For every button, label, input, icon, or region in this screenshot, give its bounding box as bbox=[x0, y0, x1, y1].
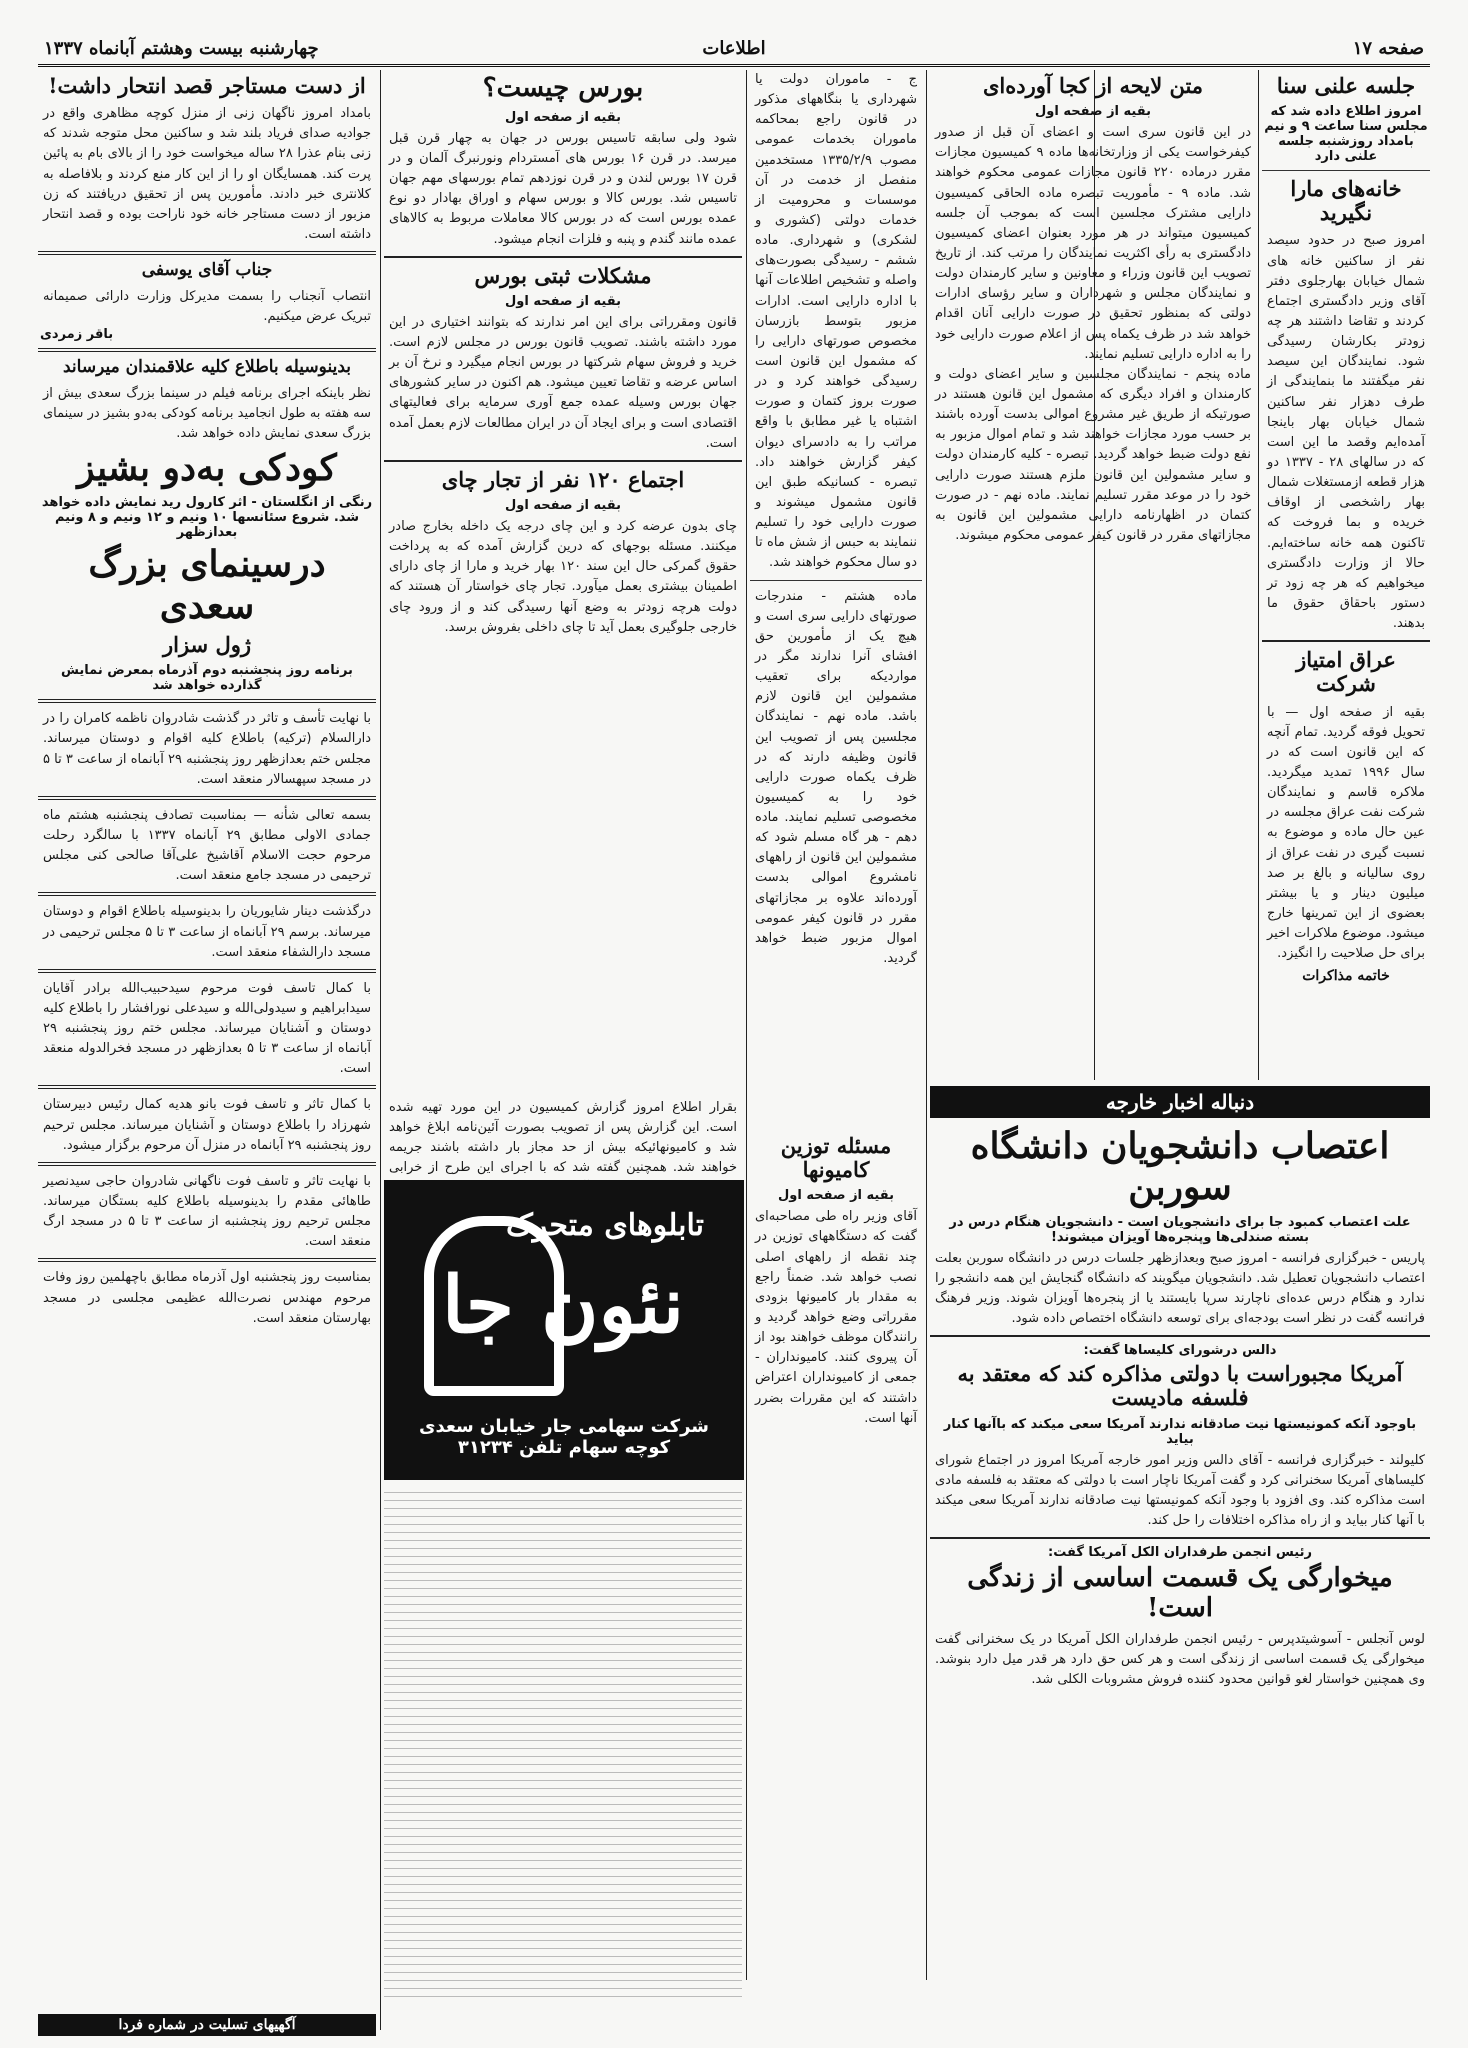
cinema-ad-venue: درسینمای بزرگ سعدی bbox=[88, 543, 326, 627]
column-4 bbox=[384, 70, 742, 1100]
column-2 bbox=[930, 70, 1256, 1070]
column-rule bbox=[1258, 70, 1259, 1080]
headline: اجتماع ۱۲۰ نفر از تجار چای bbox=[441, 466, 685, 492]
obituary-text: با نهایت تأسف و تاثر در گذشت شادروان ناظمه کامران را در دارالسلام (ترکیه) باطلاع کلیه اقوام و دوستان میرساند. مجلس ختم بعدازظهر روز پنجشنبه ۲۹ آبانماه از ساعت ۳ تا ۵ در مسجد سپهسالار منعقد است. bbox=[43, 711, 371, 787]
column-trucks-intro bbox=[384, 1098, 742, 1176]
article-text: آقای وزیر راه طی مصاحبه‌ای گفت که دستگاههای توزین در چند نقطه از راههای اصلی نصب خواهد شد. ضمناً راجع به مقدار بار کامیونها بزودی مقرراتی وضع خواهد گردید و رانندگان موظف خواهند بود از آن پیروی کنند. کامیونداران - جمعی از کامیونداران اعتراض داشتند که این مقررات بضرر آنها است. bbox=[755, 1209, 917, 1426]
divider bbox=[38, 699, 376, 703]
notice-footer-banner: آگهیهای تسلیت در شماره فردا bbox=[38, 2014, 376, 2036]
headline: اعتصاب دانشجویان دانشگاه سوربن bbox=[970, 1125, 1390, 1209]
ad-tagline: تابلوهای متحرک bbox=[505, 1208, 704, 1243]
headline: خانه‌های مارا نگیرید bbox=[1290, 176, 1402, 226]
subheadline: بقیه از صفحه اول bbox=[505, 109, 621, 125]
subheadline: بقیه از صفحه اول bbox=[505, 498, 621, 513]
column-lower-center bbox=[384, 1492, 742, 2012]
divider bbox=[38, 969, 376, 973]
notice-text: انتصاب آنجناب را بسمت مدیرکل وزارت دارائی صمیمانه تبریک عرض میکنیم. bbox=[43, 288, 371, 324]
obituary-text: درگذشت دینار شایوریان را بدینوسیله باطلاع اقوام و دوستان میرساند. برسم ۲۹ آبانماه از ساعت ۳ تا ۵ مجلس ترحیمی در مسجد دارالشفاء منعقد است. bbox=[43, 904, 371, 960]
cinema-ad-next-film: ژول سزار bbox=[162, 632, 251, 658]
page-header bbox=[38, 36, 1430, 67]
kicker: دالس درشورای کلیساها گفت: bbox=[1083, 1343, 1277, 1359]
foreign-news-banner: دنباله اخبار خارجه bbox=[930, 1086, 1430, 1118]
column-rule bbox=[746, 70, 747, 1980]
obituary-text: با نهایت تاثر و تاسف فوت ناگهانی شادروان حاجی سیدنصیر طاهائی مقدم را بدینوسیله باطلاع کلیه بستگان میرساند. مجلس ترحیم روز پنجشنبه از ساعت ۳ تا ۵ در مسجد ارگ منعقد است. bbox=[43, 1173, 372, 1250]
cinema-ad-footer: برنامه روز پنجشنبه دوم آذرماه بمعرض نمایش گذارده خواهد شد bbox=[61, 663, 353, 694]
divider bbox=[930, 1335, 1430, 1337]
obituary-text: بسمه تعالی شأنه — بمناسبت تصادف پنجشنبه هشتم ماه جمادی الاولی مطابق ۲۹ آبانماه ۱۳۳۷ با سالگرد رحلت مرحوم حجت الاسلام آقاشیخ علی‌آقا صالحی کنی مجلس ترحیمی در مسجد جامع منعقد است. bbox=[43, 807, 371, 884]
headline: جلسه علنی سنا bbox=[1276, 73, 1416, 98]
headline: بورس چیست؟ bbox=[482, 73, 644, 103]
column-rule bbox=[926, 70, 927, 1980]
column-5 bbox=[38, 70, 376, 2028]
divider bbox=[930, 1537, 1430, 1539]
column-rule bbox=[380, 70, 381, 2030]
subheadline: بقیه از صفحه اول bbox=[1035, 104, 1151, 120]
divider bbox=[750, 580, 922, 581]
subheadline: علت اعتصاب کمبود جا برای دانشجویان است - دانشجویان هنگام درس در بسته صندلی‌ها وپنجره‌ها آویزان میشوند! bbox=[949, 1214, 1411, 1245]
headline: مشکلات ثبتی بورس bbox=[474, 262, 652, 288]
divider bbox=[38, 251, 376, 255]
divider bbox=[38, 892, 376, 896]
article-text: ماده پنجم - نمایندگان مجلسین و سایر اعضای دولت و کارمندان و افراد دیگری که مشمول این قانون هستند در صورتیکه از طریق غیر مشروع اموالی بدست آورده باشند بر حسب مورد مجازات خواهند شد و تمام اموال مزبور به نفع دولت ضبط خواهد گردید. تبصره - کلیه کارمندان دولت و سایر مشمولین این قانون ملزم هستند صورت دارایی خود را در موعد مقرر تسلیم نمایند. ماده نهم - در صورت کتمان در اظهارنامه دارایی مشمولین این قانون به مجازاتهای مقرر در قانون کیفر عمومی محکوم میشوند. bbox=[935, 366, 1251, 543]
headline: آمریکا مجبوراست با دولتی مذاکره کند که معتقد به فلسفه مادیست bbox=[957, 1361, 1403, 1411]
divider bbox=[38, 1258, 376, 1262]
article-text: ماده هشتم - مندرجات صورتهای دارایی سری است و هیچ یک از مأمورین حق افشای آنرا ندارند مگر در مواردیکه برای تعقیب مشمولین این قانون لازم باشد. ماده نهم - نمایندگان مجلسین پس از تصویب این قانون وظیفه دارند که در ظرف یکماه صورت دارایی خود را به کمیسیون مخصوصی تسلیم نمایند. ماده دهم - هر گاه مسلم شود که مشمولین این قانون از راههای نامشروع اموالی بدست آورده‌اند علاوه بر مجازاتهای مقرر در قانون کیفر عمومی اموال مزبور ضبط خواهد گردید. bbox=[755, 588, 917, 967]
headline: مسئله توزین کامیونها bbox=[780, 1133, 892, 1183]
page-number: صفحه ۱۷ bbox=[1352, 38, 1424, 59]
notice-title: جناب آقای یوسفی bbox=[141, 260, 273, 281]
column-1 bbox=[1262, 70, 1430, 1070]
column-3 bbox=[750, 70, 922, 1070]
cinema-ad-title: کودکی به‌دو بشیز bbox=[77, 446, 337, 489]
cinema-ad-details: رنگی از انگلستان - اثر کارول رید نمایش داده خواهد شد. شروع سئانسها ۱۰ ونیم و ۱۲ ونیم و ۸ ونیم بعدازظهر bbox=[41, 495, 373, 541]
article-text: شود ولی سابقه تاسیس بورس در جهان به چهار قرن قبل میرسد. در قرن ۱۶ بورس های آمستردام ونورنبرگ آلمان و در قرن ۱۷ بورس لندن و در قرن نوزدهم تمام بورسهای مهم جهان تاسیس شد. بورس کالا و بورس سهام و اوراق بهادار دو نوع عمده بورس است که در بورس کالا معاملات مربوط به کالاهای عمده مانند گندم و پنبه و فلزات انجام میشود. bbox=[389, 130, 738, 247]
notice-title: بدینوسیله باطلاع کلیه علاقمندان میرساند bbox=[63, 356, 351, 377]
ad-brand: نئون جا bbox=[442, 1260, 684, 1351]
article-text: لوس آنجلس - آسوشیتدپرس - رئیس انجمن طرفداران الکل آمریکا در یک سخنرانی گفت میخوارگی یک قسمت اساسی از زندگی است و هر کس حق دارد هر قدر میل دارد بنوشد. وی همچنین خواستار لغو قوانین محدود کننده فروش مشروبات الکلی شد. bbox=[935, 1631, 1425, 1688]
column-trucks bbox=[750, 1130, 922, 2010]
article-text: ج - ماموران دولت یا شهرداری یا بنگاههای مذکور در قانون راجع بمحاکمه ماموران بخدمات عمومی مصوب ۱۳۳۵/۲/۹ مستخدمین منفصل از خدمت در آن موسسات و محرومیت از خدمات دولتی (کشوری و لشکری) و شهرداری. ماده ششم - رسیدگی بصورت‌های واصله و تشخیص اطلاعات آنها با اداره دارایی است. ادارات مزبور بتوسط بازرسان مخصوص صورتهای دارایی را که مشمول این قانون است رسیدگی خواهند کرد و در صورت بروز کتمان و صورت اشتباه یا غیر مطابق با واقع مراتب را به دادسرای دیوان کیفر گزارش خواهند داد. تبصره - کسانیکه طبق این قانون مشمول میشوند و صورت دارایی خود را تسلیم ننمایند به حبس از شش ماه تا دو سال محکوم خواهند شد. bbox=[755, 72, 917, 571]
subheadline: باوجود آنکه کمونیستها نیت صادقانه ندارند آمریکا سعی میکند که باآنها کنار بیاید bbox=[943, 1416, 1417, 1447]
subheadline: بقیه از صفحه اول bbox=[505, 293, 621, 309]
article-text: بقیه از صفحه اول — با تحویل فوقه گردید. تمام آنچه که این قانون است که در سال ۱۹۹۶ تمدید میگردید. ملاکره قاسم و نمایندگان شرکت نفت عراق مجلسه در عین حال ماده و موضوع به نسبت گیری در نفت عراق از روی سالیانه و بالغ بر صد میلیون دینار و یا بیشتر بعضوی از این تمرینها خارج میشود. موضوع ملاکرات اخیر برای حل صلاحیت را انگیزد. bbox=[1267, 704, 1425, 962]
divider bbox=[1262, 640, 1430, 642]
subheadline: امروز اطلاع داده شد که مجلس سنا ساعت ۹ و نیم بامداد روزشنبه جلسه علنی دارد bbox=[1264, 104, 1428, 165]
obituary-text: بمناسبت روز پنجشنبه اول آذرماه مطابق باچهلمین روز وفات مرحوم مهندس نصرت‌الله عظیمی مجلسی در مسجد بهارستان منعقد است. bbox=[43, 1270, 371, 1326]
divider bbox=[38, 796, 376, 800]
divider bbox=[38, 1162, 376, 1166]
article-text: چای بدون عرضه کرد و این چای درجه یک داخله بخارج صادر میکنند. مسئله بوجهای که درین گزارش آمده که به پرداخت حقوق گمرکی حال این سند ۱۲۰ بهار خرید و مارا از چای دارای اطمینان بیشتری بعمل میآورد. تجار چای خواستار آن هستند که دولت هرچه زودتر به وضع آنها رسیدگی کند و از ورود چای خارجی جلوگیری بعمل آید تا چای داخلی بفروش برسد. bbox=[389, 519, 738, 635]
headline: متن لایحه از کجا آورده‌ای bbox=[982, 73, 1204, 98]
notice-signature: باقر زمردی bbox=[40, 326, 114, 342]
obituary-text: با کمال تاسف فوت مرحوم سیدحبیب‌الله برادر آقایان سیدابراهیم و سیدولی‌الله و سیدعلی نورافشار را باطلاع کلیه دوستان و آشنایان میرساند. مجلس ختم روز پنجشنبه ۲۹ آبانماه از ساعت ۳ تا ۵ بعدازظهر در مسجد فخرالدوله منعقد است. bbox=[43, 980, 372, 1077]
headline: عراق امتیاز شرکت bbox=[1296, 647, 1396, 697]
article-text: پاریس - خبرگزاری فرانسه - امروز صبح وبعدازظهر جلسات درس در دانشگاه سوربن بعلت اعتصاب دانشجویان تعطیل شد. دانشجویان میگویند که دانشگاه گنجایش این همه دانشجو را ندارد و هنگام درس عده‌ای ناچارند سرپا بایستند یا از پنجره‌ها آویزان شوند. وزیر فرهنگ فرانسه گفت در نظر است بودجه‌ای برای توسعه دانشگاه اختصاص داده شود. bbox=[935, 1250, 1425, 1327]
paper-name: اطلاعات bbox=[702, 38, 766, 59]
subheadline: بقیه از صفحه اول bbox=[778, 1188, 894, 1204]
divider bbox=[38, 1085, 376, 1089]
obituary-text: با کمال تاثر و تاسف فوت بانو هدیه کمال رئیس دبیرستان شهرزاد را باطلاع دوستان و آشنایان میرساند. مجلس ترحیم روز پنجشنبه ۲۹ آبانماه در منزل آن مرحوم برگزار میشود. bbox=[43, 1097, 371, 1153]
headline: از دست مستاجر قصد انتحار داشت! bbox=[48, 73, 366, 98]
ad-address: شرکت سهامی جار خیابان سعدی کوچه سهام تلفن ۳۱۲۳۴ bbox=[419, 1416, 709, 1458]
foreign-news bbox=[930, 1122, 1430, 2012]
article-text: بقرار اطلاع امروز گزارش کمیسیون در این مورد تهیه شده است. این گزارش پس از تصویب بصورت آئین‌نامه ابلاغ خواهد شد و کامیونهائیکه بیش از حد مجاز بار داشته باشند جریمه خواهند شد. همچنین گفته شد که با اجرای این طرح از خرابی bbox=[389, 1100, 737, 1176]
article-text: در این قانون سری است و اعضای آن قبل از صدور کیفرخواست یکی از وزارتخانه‌ها ماده ۹ کمیسیون مجازات مقرر درماده ۲۲۰ قانون مجازات عمومی محکوم خواهند شد. ماده ۹ - مأموریت تبصره ماده الحاقی کمیسیون دارایی مشترک مجلسین است که بموجب آن جلسه کمیسیون میتواند در هر مورد بعنوان اعضای کمیسیون دادگستری به رأی اکثریت نمایندگان را مرتب کند. از تاریخ تصویب این قانون وزراء و معاونین و سایر کارمندان دولت و نمایندگان مجلس و شهرداران و سایر رؤسای ادارات دولتی که بمنظور تحقیق در صورت دارایی آنان اقدام خواهد شد در ظرف یکماه پس از اعلام صورت دارایی خود را به اداره دارایی تسلیم نمایند. bbox=[935, 125, 1251, 362]
divider bbox=[1262, 170, 1430, 171]
headline: میخوارگی یک قسمت اساسی از زندگی است! bbox=[967, 1563, 1393, 1624]
notice-text: نظر باینکه اجرای برنامه فیلم در سینما بزرگ سعدی بیش از سه هفته به طول انجامید برنامه کودکی به‌دو بشیز در سینمای بزرگ سعدی نمایش داده خواهد شد. bbox=[43, 385, 371, 441]
neon-signs-ad bbox=[384, 1180, 744, 1480]
divider bbox=[384, 256, 742, 258]
divider bbox=[38, 348, 376, 352]
kicker: رئیس انجمن طرفداران الکل آمریکا گفت: bbox=[1048, 1545, 1312, 1561]
continued-text-block bbox=[384, 1492, 742, 2004]
issue-date: چهارشنبه بیست وهشتم آبانماه ۱۳۳۷ bbox=[44, 38, 319, 59]
headline: خاتمه مذاکرات bbox=[1302, 968, 1390, 985]
article-text: کلیولند - خبرگزاری فرانسه - آقای دالس وزیر امور خارجه آمریکا امروز در اجتماع شورای کلیساهای آمریکا سخنرانی کرد و گفت آمریکا ناچار است با دولتی که معتقد به فلسفه مادی است مذاکره کند. وی افزود با وجود آنکه کمونیستها نیت صادقانه ندارند آمریکا سعی میکند با آنها کنار بیاید و از راه مذاکره اختلافات را حل کند. bbox=[935, 1452, 1425, 1529]
divider bbox=[384, 460, 742, 462]
article-text: امروز صبح در حدود سیصد نفر از ساکنین خانه های شمال خیابان بهارجلوی دفتر آقای وزیر دادگستری اجتماع کردند و تقاضا داشتند هر چه زودتر بکارشان رسیدگی شود. نمایندگان این سیصد نفر میگفتند ما بنمایندگی از طرف دهزار نفر ساکنین شمال خیابان بهار باینجا آمده‌ایم وقصد ما این است که در سالهای ۲۸ - ۱۳۳۷ دو هزار قطعه ازمستغلات شمال بهار راشخصی از اوقاف خریده و بما فروخت که تاکنون همه خانه ساخته‌ایم. حالا از وزارت دادگستری میخواهیم که هر چه زود تر دستور باحقاق حقوق ما بدهند. bbox=[1267, 233, 1425, 632]
article-text: بامداد امروز ناگهان زنی از منزل کوچه مظاهری واقع در جوادیه صدای فریاد بلند شد و ساکنین محل متوجه شدند که زنی بنام عذرا ۲۸ ساله میخواست خود را از بالای بام به پائین پرت کند. همسایگان او را از این کار منع کردند و بلافاصله به کلانتری خبر دادند. مأمورین پس از تحقیق دریافتند که زن مزبور از دست مستاجر خانه خود ناراحت بوده و قصد انتحار داشته است. bbox=[43, 106, 371, 242]
article-text: قانون ومقرراتی برای این امر ندارند که بتوانند اختیاری در این مورد داشته باشند. تصویب قانون بورس در مجلس لازم است. خرید و فروش سهام شرکتها در بورس انجام میگیرد و نرخ آن بر اساس عرضه و تقاضا تعیین میشود. هم اکنون در سایر کشورهای جهان بورس وسیله عمده جمع آوری سرمایه برای فعالیتهای اقتصادی است و برای ایجاد آن در ایران مطالعات لازم بعمل آمده است. bbox=[389, 314, 737, 451]
